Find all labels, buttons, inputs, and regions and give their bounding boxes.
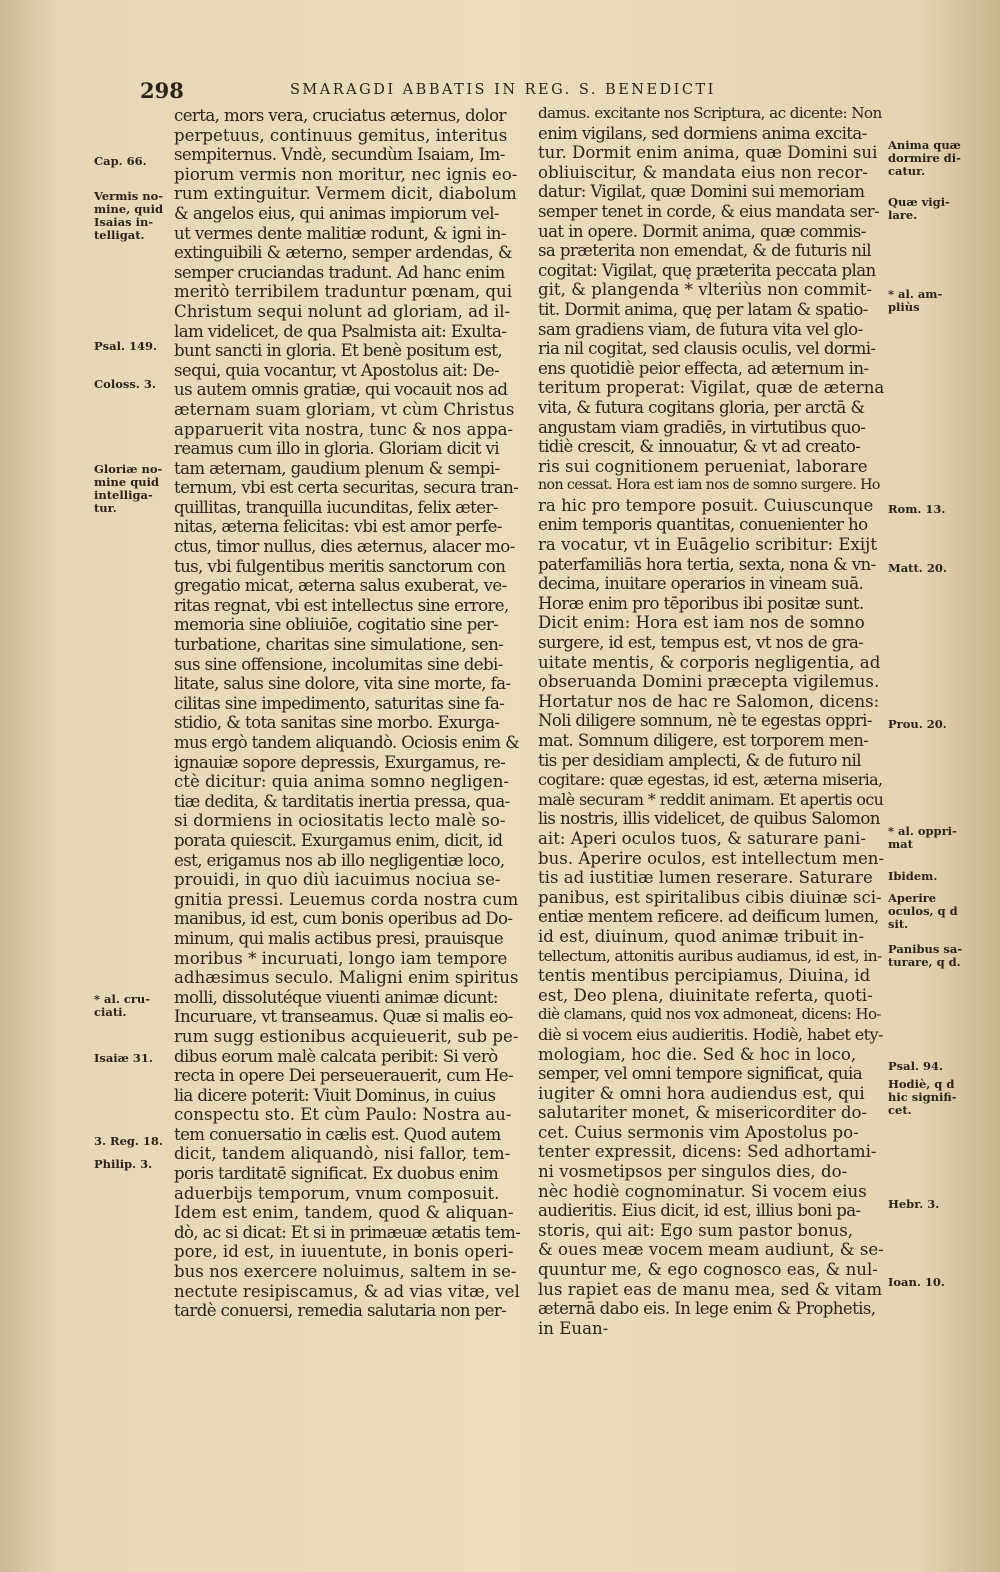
text-line: salutariter monet, & misericorditer do- <box>538 1103 868 1123</box>
text-line: storis, qui ait: Ego sum pastor bonus, <box>538 1220 853 1240</box>
text-line: est, erigamus nos ab illo negligentiæ loco, <box>174 850 505 870</box>
right-margin-note: Psal. 94. <box>888 1059 943 1073</box>
text-line: ctus, timor nullus, dies æternus, alacer mo- <box>174 537 515 557</box>
text-line: manibus, id est, cum bonis operibus ad Do- <box>174 909 513 929</box>
text-line: datur: Vigilat, quæ Domini sui memoriam <box>538 182 865 202</box>
right-margin-note: Ibidem. <box>888 869 938 883</box>
text-line: lam videlicet, de qua Psalmista ait: Exulta- <box>174 321 507 341</box>
right-text-column <box>538 104 884 1338</box>
text-line: Dicit enim: Hora est iam nos de somno <box>538 613 865 633</box>
right-margin-note: Hebr. 3. <box>888 1197 940 1211</box>
text-line: surgere, id est, tempus est, vt nos de gra- <box>538 633 864 653</box>
text-line: nectute resipiscamus, & ad vias vitæ, vel <box>174 1281 520 1301</box>
text-line: conspectu sto. Et cùm Paulo: Nostra au- <box>174 1105 512 1125</box>
text-line: extinguibili & æterno, semper ardendas, & <box>174 243 512 263</box>
text-line: lus rapiet eas de manu mea, sed & vitam <box>538 1279 883 1299</box>
text-line: moribus * incuruati, longo iam tempore <box>174 948 508 968</box>
text-line: perpetuus, continuus gemitus, interitus <box>174 125 508 145</box>
text-line: Noli diligere somnum, nè te egestas oppri- <box>538 711 872 731</box>
right-margin-note: Ioan. 10. <box>888 1275 945 1289</box>
text-line: sa præterita non emendat, & de futuris nil <box>538 241 871 261</box>
text-line: poris tarditatē significat. Ex duobus enim <box>174 1164 499 1184</box>
right-margin-note: Quæ vigi-lare. <box>888 195 950 222</box>
left-margin-note: Psal. 149. <box>94 339 157 353</box>
text-line: git, & plangenda * vlteriùs non commit- <box>538 280 873 300</box>
text-line: id est, diuinum, quod animæ tribuit in- <box>538 926 865 946</box>
text-line: tem conuersatio in cælis est. Quod autem <box>174 1124 501 1144</box>
right-margin-note: Rom. 13. <box>888 502 946 516</box>
text-line: cogitat: Vigilat, quę præterita peccata plan <box>538 260 876 280</box>
text-line: pore, id est, in iuuentute, in bonis operi- <box>174 1242 514 1262</box>
text-line: tardè conuersi, remedia salutaria non per- <box>174 1301 507 1321</box>
text-line: entiæ mentem reficere. ad deificum lumen, <box>538 907 879 927</box>
text-line: semper cruciandas tradunt. Ad hanc enim <box>174 262 505 282</box>
text-line: ignauiæ sopore depressis, Exurgamus, re- <box>174 752 506 772</box>
text-line: tit. Dormit anima, quę per latam & spatio- <box>538 299 868 319</box>
text-line: lis nostris, illis videlicet, de quibus Salomon <box>538 809 880 829</box>
left-margin-note: Cap. 66. <box>94 154 147 168</box>
text-line: cogitare: quæ egestas, id est, æterna miseria, <box>538 770 883 790</box>
text-line: & angelos eius, qui animas impiorum vel- <box>174 203 499 223</box>
text-line: porata quiescit. Exurgamus enim, dicit, id <box>174 830 503 850</box>
text-line: est, Deo plena, diuinitate referta, quoti- <box>538 985 873 1005</box>
text-line: & oues meæ vocem meam audiunt, & se- <box>538 1240 884 1260</box>
right-margin-note: Anima quæ dormire di-catur. <box>888 138 961 178</box>
text-line: ritas regnat, vbi est intellectus sine errore, <box>174 595 509 615</box>
text-line: nitas, æterna felicitas: vbi est amor perfe- <box>174 517 502 537</box>
text-line: ternum, vbi est certa securitas, secura tran- <box>174 478 519 498</box>
text-line: us autem omnis gratiæ, qui vocauit nos ad <box>174 380 508 400</box>
text-line: paterfamiliās hora tertia, sexta, nona & vn- <box>538 554 876 574</box>
text-line: dicit, tandem aliquandò, nisi fallor, tem- <box>174 1144 511 1164</box>
text-line: Incuruare, vt transeamus. Quæ si malis eo- <box>174 1007 513 1027</box>
text-line: bus. Aperire oculos, est intellectum men- <box>538 848 884 868</box>
text-line: cet. Cuius sermonis vim Apostolus po- <box>538 1122 859 1142</box>
text-line: bunt sancti in gloria. Et benè positum est, <box>174 341 503 361</box>
text-line: si dormiens in ociositatis lecto malè so- <box>174 811 506 831</box>
page-header <box>0 76 1000 106</box>
left-margin-note: Coloss. 3. <box>94 377 156 391</box>
right-margin-note: Hodiè, q d hic signifi-cet. <box>888 1077 957 1117</box>
text-line: obseruanda Domini præcepta vigilemus. <box>538 672 880 692</box>
text-line: Christum sequi nolunt ad gloriam, ad il- <box>174 301 511 321</box>
text-line: obliuiscitur, & mandata eius non recor- <box>538 162 868 182</box>
text-line: adhæsimus seculo. Maligni enim spiritus <box>174 968 519 988</box>
text-line: nèc hodiè cognominatur. Si vocem eius <box>538 1181 867 1201</box>
text-line: ra vocatur, vt in Euāgelio scribitur: Exijt <box>538 535 877 555</box>
text-line: Idem est enim, tandem, quod & aliquan- <box>174 1203 514 1223</box>
text-line: uat in opere. Dormit anima, quæ commis- <box>538 221 866 241</box>
right-margin-note: Aperire oculos, q d sit. <box>888 891 958 931</box>
text-line: rum extinguitur. Vermem dicit, diabolum <box>174 184 517 204</box>
text-line: diè si vocem eius audieritis. Hodiè, habet ety- <box>538 1024 883 1044</box>
text-line: mat. Somnum diligere, est torporem men- <box>538 731 869 750</box>
text-line: panibus, est spiritalibus cibis diuinæ sci- <box>538 887 882 907</box>
text-line: cilitas sine impedimento, saturitas sine fa- <box>174 693 505 713</box>
text-line: gnitia pressi. Leuemus corda nostra cum <box>174 889 519 909</box>
text-line: ra hic pro tempore posuit. Cuiuscunque <box>538 495 874 515</box>
text-line: enim vigilans, sed dormiens anima excita- <box>538 123 867 143</box>
text-line: tur. Dormit enim anima, quæ Domini sui <box>538 143 878 163</box>
right-margin-note: Prou. 20. <box>888 717 947 731</box>
text-line: teritum properat: Vigilat, quæ de æterna <box>538 378 884 398</box>
text-line: molli, dissolutéque viuenti animæ dicunt: <box>174 987 498 1007</box>
text-line: tellectum, attonitis auribus audiamus, id est, in- <box>538 946 882 965</box>
text-line: turbatione, charitas sine simulatione, sen- <box>174 635 504 655</box>
text-line: in Euan- <box>538 1318 609 1338</box>
text-line: audieritis. Eius dicit, id est, illius boni pa- <box>538 1201 861 1221</box>
text-line: apparuerit vita nostra, tunc & nos appa- <box>174 419 514 439</box>
text-line: ctè dicitur: quia anima somno negligen- <box>174 772 509 792</box>
text-line: enim temporis quantitas, conuenienter ho <box>538 515 868 535</box>
text-line: bus nos exercere noluimus, saltem in se- <box>174 1262 517 1282</box>
text-line: æternam suam gloriam, vt cùm Christus <box>174 399 515 419</box>
running-title: SMARAGDI ABBATIS IN REG. S. BENEDICTI <box>290 82 716 98</box>
page-number: 298 <box>140 78 184 103</box>
text-line: piorum vermis non moritur, nec ignis eo- <box>174 164 518 184</box>
text-line: semper, vel omni tempore significat, quia <box>538 1064 863 1084</box>
text-line: quillitas, tranquilla iucunditas, felix æter- <box>174 497 498 517</box>
left-margin-note: Isaiæ 31. <box>94 1051 153 1065</box>
text-line: mologiam, hoc die. Sed & hoc in loco, <box>538 1044 857 1064</box>
text-line: sequi, quia vocantur, vt Apostolus ait: De- <box>174 360 500 380</box>
text-line: litate, salus sine dolore, vita sine morte, fa- <box>174 674 511 694</box>
right-margin-note: Matt. 20. <box>888 561 947 575</box>
text-line: tis ad iustitiæ lumen reserare. Saturare <box>538 868 873 888</box>
text-line: quuntur me, & ego cognosco eas, & nul- <box>538 1260 878 1280</box>
text-line: memoria sine obliuiōe, cogitatio sine per- <box>174 615 499 635</box>
text-line: Hortatur nos de hac re Salomon, dicens: <box>538 691 880 711</box>
left-margin-note: 3. Reg. 18. <box>94 1134 163 1148</box>
text-line: sam gradiens viam, de futura vita vel glo- <box>538 319 863 339</box>
text-line: dibus eorum malè calcata peribit: Si verò <box>174 1046 498 1066</box>
text-line: dò, ac si dicat: Et si in primæuæ ætatis tem- <box>174 1222 520 1242</box>
left-margin-note: Gloriæ no-mine quid intelliga-tur. <box>94 462 163 515</box>
text-line: minum, qui malis actibus presi, prauisque <box>174 928 504 948</box>
text-line: certa, mors vera, cruciatus æternus, dolor <box>174 106 506 125</box>
right-margin-note: * al. am-pliùs <box>888 287 943 314</box>
text-line: diè clamans, quid nos vox admoneat, dicens: Ho- <box>538 1005 881 1024</box>
text-line: tiæ dedita, & tarditatis inertia pressa, qua- <box>174 791 510 811</box>
text-line: recta in opere Dei perseuerauerit, cum He- <box>174 1066 514 1086</box>
text-line: tam æternam, gaudium plenum & sempi- <box>174 458 500 478</box>
text-line: prouidi, in quo diù iacuimus nociua se- <box>174 870 501 890</box>
text-line: tus, vbi fulgentibus meritis sanctorum con <box>174 556 506 576</box>
text-line: tenter expressit, dicens: Sed adhortami- <box>538 1142 877 1162</box>
right-margin-note: Panibus sa-turare, q d. <box>888 942 963 969</box>
text-line: uitate mentis, & corporis negligentia, ad <box>538 652 881 672</box>
left-margin-note: * al. cru-ciati. <box>94 992 151 1019</box>
text-line: ens quotidiè peior effecta, ad æternum in- <box>538 358 869 378</box>
text-line: rum sugg estionibus acquieuerit, sub pe- <box>174 1026 519 1046</box>
text-line: lia dicere poterit: Viuit Dominus, in cuius <box>174 1085 496 1105</box>
text-line: ris sui cognitionem perueniat, laborare <box>538 456 868 476</box>
left-margin-note: Vermis no-mine, quid Isaias in-telligat. <box>94 189 164 242</box>
text-line: sempiternus. Vndè, secundùm Isaiam, Im- <box>174 145 505 165</box>
text-line: gregatio micat, æterna salus exuberat, ve- <box>174 576 507 596</box>
text-line: Horæ enim pro tēporibus ibi positæ sunt. <box>538 593 864 613</box>
left-text-column <box>174 106 520 1321</box>
text-line: malè securam * reddit animam. Et apertis ocu <box>538 789 884 809</box>
text-line: ait: Aperi oculos tuos, & saturare pani- <box>538 828 866 848</box>
text-line: semper tenet in corde, & eius mandata ser- <box>538 201 880 221</box>
text-line: ria nil cogitat, sed clausis oculis, vel dormi- <box>538 339 876 359</box>
text-line: non cessat. Hora est iam nos de somno surgere. Ho <box>538 477 880 494</box>
text-line: stidio, & tota sanitas sine morbo. Exurga- <box>174 713 500 733</box>
text-line: tentis mentibus percipiamus, Diuina, id <box>538 966 871 986</box>
text-line: aduerbijs temporum, vnum composuit. <box>174 1183 500 1203</box>
text-line: vita, & futura cogitans gloria, per arctā & <box>538 397 865 417</box>
text-line: æternā dabo eis. In lege enim & Prophetis, <box>538 1299 876 1319</box>
text-line: iugiter & omni hora audiendus est, qui <box>538 1083 865 1103</box>
text-line: sus sine offensione, incolumitas sine debi- <box>174 654 503 674</box>
text-line: ni vosmetipsos per singulos dies, do- <box>538 1162 848 1182</box>
text-line: meritò terribilem traduntur pœnam, qui <box>174 282 513 302</box>
text-line: reamus cum illo in gloria. Gloriam dicit vi <box>174 439 499 459</box>
text-line: angustam viam gradiēs, in virtutibus quo- <box>538 417 866 437</box>
text-line: mus ergò tandem aliquandò. Ociosis enim & <box>174 733 520 752</box>
right-margin-note: * al. oppri-mat <box>888 824 957 851</box>
text-line: tis per desidiam amplecti, & de futuro nil <box>538 750 861 770</box>
text-line: tidiè crescit, & innouatur, & vt ad creato- <box>538 437 861 457</box>
text-line: ut vermes dente malitiæ rodunt, & igni in- <box>174 223 506 243</box>
text-line: decima, inuitare operarios in vineam suā. <box>538 574 864 594</box>
text-line: damus. excitante nos Scriptura, ac dicente: Non <box>538 104 882 122</box>
left-margin-note: Philip. 3. <box>94 1157 153 1171</box>
